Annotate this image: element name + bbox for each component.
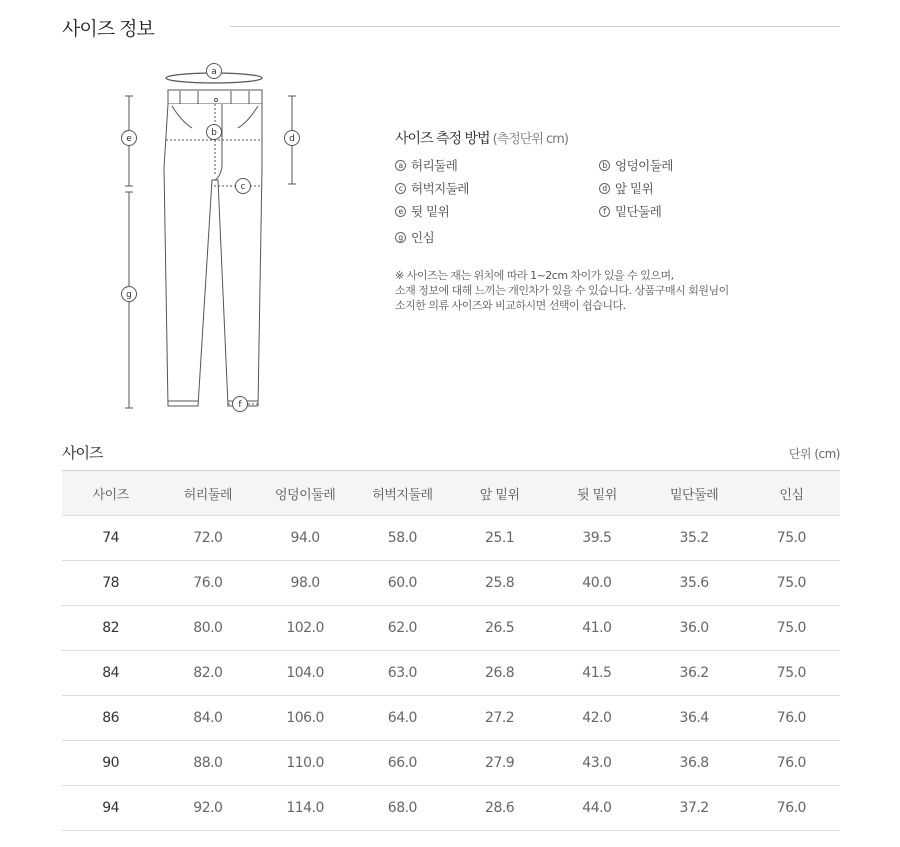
table-cell: 76.0	[193, 575, 223, 591]
pants-waistband	[168, 90, 262, 104]
table-cell: 27.9	[485, 755, 515, 771]
table-cell: 39.5	[582, 530, 612, 546]
pants-outline	[164, 104, 262, 406]
table-row	[62, 741, 840, 786]
legend-mark-g: g	[395, 232, 406, 243]
table-cell: 37.2	[679, 800, 709, 816]
size-table-title: 사이즈	[62, 444, 103, 462]
legend-label-inseam: 인심	[411, 230, 435, 245]
legend-mark-b: b	[599, 160, 610, 171]
note-line: ※ 사이즈는 재는 위치에 따라 1~2cm 차이가 있을 수 있으며,	[395, 269, 674, 282]
table-row	[62, 561, 840, 606]
table-cell: 60.0	[387, 575, 417, 591]
column-header: 엉덩이둘레	[274, 487, 336, 503]
legend-label-front-rise: 앞 밑위	[615, 181, 654, 196]
table-cell: 82	[102, 620, 120, 636]
table-cell: 75.0	[776, 665, 806, 681]
table-cell: 86	[102, 710, 120, 726]
table-cell: 36.2	[679, 665, 709, 681]
measurement-guide-heading: 사이즈 측정 방법	[395, 131, 490, 147]
label-a: a	[211, 67, 217, 77]
table-cell: 78	[102, 575, 120, 591]
note-line: 소지한 의류 사이즈와 비교하시면 선택이 쉽습니다.	[395, 299, 626, 312]
legend-mark-c: c	[395, 183, 406, 194]
table-cell: 43.0	[582, 755, 612, 771]
table-cell: 84	[102, 665, 120, 681]
table-cell: 28.6	[485, 800, 515, 816]
table-cell: 36.4	[679, 710, 709, 726]
legend-item-waist	[395, 156, 457, 174]
column-header: 인심	[779, 487, 804, 503]
legend-label-thigh: 허벅지둘레	[411, 181, 469, 196]
legend-item-hem	[599, 202, 661, 220]
table-cell: 25.1	[485, 530, 515, 546]
size-table	[62, 470, 840, 831]
table-cell: 102.0	[286, 620, 324, 636]
legend-mark-e: e	[395, 206, 406, 217]
table-cell: 36.0	[679, 620, 709, 636]
table-cell: 72.0	[193, 530, 223, 546]
table-cell: 104.0	[286, 665, 324, 681]
table-cell: 92.0	[193, 800, 223, 816]
label-b: b	[211, 128, 217, 138]
table-cell: 35.2	[679, 530, 709, 546]
table-cell: 74	[102, 530, 120, 546]
table-cell: 68.0	[387, 800, 417, 816]
column-header: 뒷 밑위	[576, 487, 617, 503]
column-header: 허리둘레	[183, 487, 232, 503]
table-cell: 94	[102, 800, 120, 816]
table-cell: 40.0	[582, 575, 612, 591]
column-header: 밑단둘레	[670, 487, 719, 503]
label-d: d	[289, 134, 295, 144]
table-cell: 27.2	[485, 710, 515, 726]
table-cell: 66.0	[387, 755, 417, 771]
table-row	[62, 696, 840, 741]
measurement-guide-title	[395, 128, 835, 148]
legend-item-back-rise	[395, 202, 449, 220]
legend-item-thigh	[395, 179, 469, 197]
table-cell: 75.0	[776, 530, 806, 546]
legend-label-hip: 엉덩이둘레	[615, 158, 673, 173]
table-cell: 76.0	[776, 755, 806, 771]
table-row	[62, 606, 840, 651]
table-cell: 44.0	[582, 800, 612, 816]
table-cell: 41.0	[582, 620, 612, 636]
section-title: 사이즈 정보	[62, 18, 154, 40]
measurement-unit: (측정단위 cm)	[492, 132, 568, 147]
table-cell: 114.0	[286, 800, 324, 816]
table-cell: 80.0	[193, 620, 223, 636]
column-header: 허벅지둘레	[372, 487, 433, 503]
table-cell: 76.0	[776, 710, 806, 726]
table-cell: 90	[102, 755, 120, 771]
legend-item-hip	[599, 156, 673, 174]
table-cell: 106.0	[286, 710, 324, 726]
measurement-legend	[395, 156, 835, 252]
column-header: 앞 밑위	[479, 487, 520, 503]
label-e: e	[126, 134, 132, 144]
legend-label-hem: 밑단둘레	[615, 204, 662, 219]
size-table-header	[62, 442, 840, 464]
legend-mark-d: d	[599, 183, 610, 194]
legend-label-back-rise: 뒷 밑위	[411, 204, 450, 219]
table-cell: 76.0	[776, 800, 806, 816]
table-cell: 62.0	[387, 620, 417, 636]
table-cell: 26.5	[485, 620, 515, 636]
label-g: g	[126, 290, 132, 300]
label-c: c	[240, 182, 246, 192]
legend-mark-f: f	[599, 206, 610, 217]
size-info-header	[62, 14, 840, 40]
section-divider	[230, 26, 840, 27]
table-cell: 88.0	[193, 755, 223, 771]
legend-mark-a: a	[395, 160, 406, 171]
table-cell: 75.0	[776, 575, 806, 591]
note-line: 소재 정보에 대해 느끼는 개인차가 있을 수 있습니다. 상품구매시 회원님이	[395, 284, 729, 297]
table-cell: 41.5	[582, 665, 612, 681]
pants-measurement-diagram	[110, 58, 320, 418]
table-row	[62, 651, 840, 696]
column-header: 사이즈	[92, 487, 129, 503]
table-row	[62, 786, 840, 831]
table-header-row	[62, 471, 840, 516]
table-cell: 42.0	[582, 710, 612, 726]
measurement-note	[395, 268, 835, 313]
legend-item-inseam	[395, 228, 434, 246]
table-cell: 63.0	[387, 665, 417, 681]
table-cell: 84.0	[193, 710, 223, 726]
size-table-unit: 단위 (cm)	[788, 447, 840, 461]
table-cell: 25.8	[485, 575, 515, 591]
table-cell: 82.0	[193, 665, 223, 681]
table-row	[62, 516, 840, 561]
label-f: f	[238, 400, 242, 410]
table-cell: 58.0	[387, 530, 417, 546]
table-cell: 75.0	[776, 620, 806, 636]
table-cell: 26.8	[485, 665, 515, 681]
table-cell: 98.0	[290, 575, 320, 591]
table-cell: 35.6	[679, 575, 709, 591]
table-cell: 64.0	[387, 710, 417, 726]
legend-label-waist: 허리둘레	[411, 158, 458, 173]
table-cell: 110.0	[286, 755, 324, 771]
measurement-guide	[395, 128, 835, 312]
legend-item-front-rise	[599, 179, 653, 197]
table-cell: 94.0	[290, 530, 320, 546]
table-cell: 36.8	[679, 755, 709, 771]
